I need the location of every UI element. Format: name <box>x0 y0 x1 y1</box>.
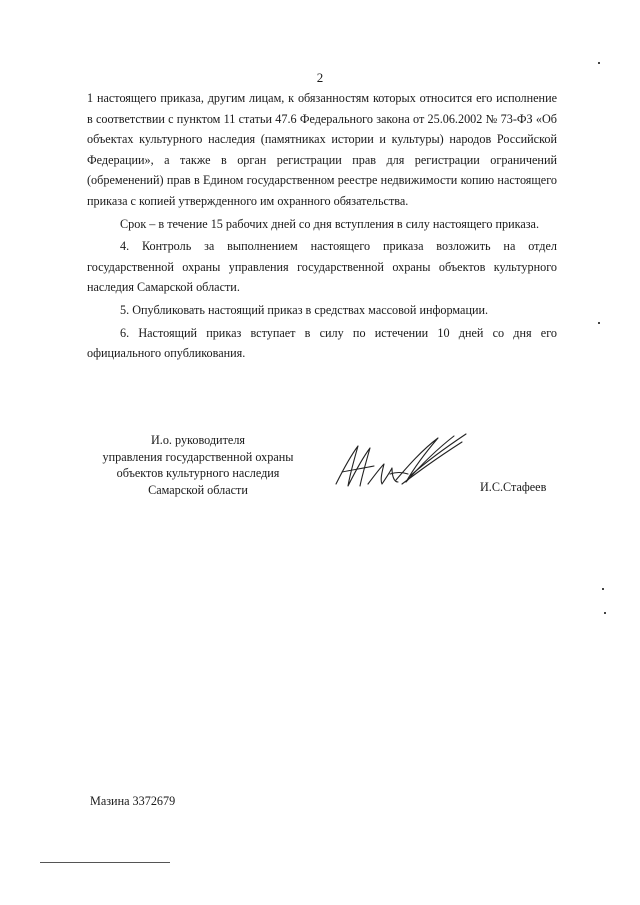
scan-speck <box>602 588 604 590</box>
signer-name: И.С.Стафеев <box>480 480 547 494</box>
signatory-position-line: управления государственной охраны <box>102 449 294 464</box>
signatory-position-line: объектов культурного наследия <box>116 466 280 480</box>
signatory-position-line: Самарской области <box>148 482 248 497</box>
signatory-position <box>88 432 308 498</box>
scan-speck <box>598 322 600 324</box>
executor-note: Мазина 3372679 <box>90 794 176 808</box>
order-body-text <box>87 88 557 364</box>
handwritten-signature <box>330 428 470 498</box>
page-number: 2 <box>316 70 324 85</box>
paragraph-item-4: 4. Контроль за выполнением настоящего приказа возложить на отдел государственной охраны управления государственной охраны объектов культурного наследия Самарской области. <box>87 239 557 295</box>
paragraph-continuation: 1 настоящего приказа, другим лицам, к обязанностям которых относится его исполнение в соответствии с пунктом 11 статьи 47.6 Федерального закона от 25.06.2002 № 73-ФЗ «Об объектах культурного наследия (памятниках истории и культуры) народов Российской Федерации», а также в орган регистрации прав для регистрации ограничений (обременений) прав в Едином государственном реестре недвижимости копию настоящего приказа с копией утвержденного им охранного обязательства. <box>87 91 557 208</box>
paragraph-item-5: 5. Опубликовать настоящий приказ в средствах массовой информации. <box>120 302 489 317</box>
paragraph-deadline: Срок – в течение 15 рабочих дней со дня вступления в силу настоящего приказа. <box>120 216 540 231</box>
signatory-position-line: И.о. руководителя <box>150 433 246 447</box>
footer-divider <box>40 862 170 863</box>
paragraph-item-6: 6. Настоящий приказ вступает в силу по истечении 10 дней со дня его официального опубликования. <box>87 325 557 361</box>
scan-speck <box>604 612 606 614</box>
scan-speck <box>598 62 600 64</box>
